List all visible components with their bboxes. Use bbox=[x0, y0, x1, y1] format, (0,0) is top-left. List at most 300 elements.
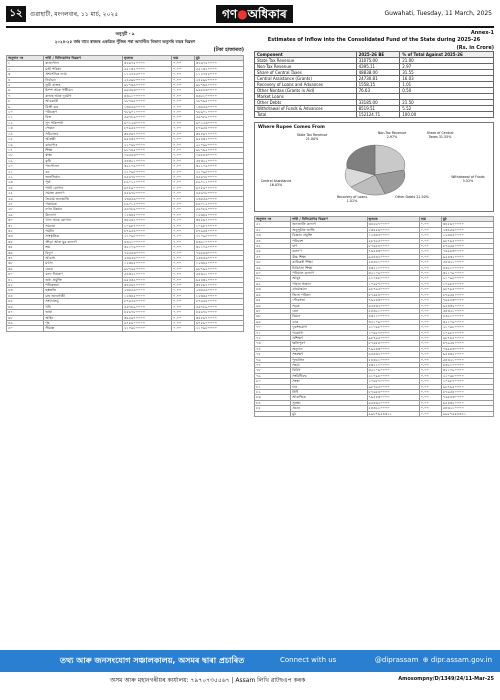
table-cell: ৩২১০৯০০০০ bbox=[367, 368, 419, 373]
table-cell: ০.০০ bbox=[172, 191, 195, 196]
table-cell: ১৯ bbox=[7, 158, 44, 163]
table-cell: ০.০০ bbox=[172, 283, 195, 288]
table-cell: ৮১ bbox=[255, 384, 291, 389]
table-cell: ৭৯ bbox=[255, 373, 291, 378]
table-cell: কাৰাগাৰ bbox=[44, 142, 123, 147]
table-cell: ৩৪৫৬৭০০০০ bbox=[367, 222, 419, 227]
table-cell: কল্যাণ bbox=[291, 249, 367, 254]
table-cell: ৬৫৪৩২০০০০ bbox=[441, 352, 493, 357]
table-cell: ০.০০ bbox=[172, 326, 195, 331]
date-left: গুৱাহাটী, মংগলবাৰ, ১১ মাৰ্চ, ২০২৫ bbox=[30, 11, 119, 18]
table-cell: ৮৭৬৫৪০০০০ bbox=[367, 292, 419, 297]
table-cell: ২১০৯৮০০০০ bbox=[123, 142, 172, 147]
table-cell: চিকিৎসা শিক্ষা bbox=[291, 265, 367, 270]
table-cell: ৫৪৩২১০০০০ bbox=[123, 272, 172, 277]
logo-part2: অধিকাৰ bbox=[247, 7, 287, 21]
table-cell: 21.50 bbox=[400, 100, 494, 106]
table-cell: ৮৭৬৫৪০০০০ bbox=[123, 299, 172, 304]
table-cell: ০.০০ bbox=[419, 368, 441, 373]
table-cell: অনুদান bbox=[291, 346, 367, 351]
table-cell: আকস্মিক bbox=[291, 395, 367, 400]
table-cell: ৩০ bbox=[7, 218, 44, 223]
table-cell: দূৰসংযোগ bbox=[291, 325, 367, 330]
table-cell: ৬৭৮৯০০০০০ bbox=[194, 320, 243, 325]
table-cell: ১০৯৮৭০০০০ bbox=[123, 223, 172, 228]
table-cell: পৰিয়াল কল্যাণ bbox=[291, 271, 367, 276]
footer-links bbox=[375, 656, 492, 664]
table-cell: ০.০০ bbox=[419, 244, 441, 249]
table-cell: ৩২ bbox=[7, 229, 44, 234]
table-cell: ০.০০ bbox=[172, 185, 195, 190]
table-cell: ৭০ bbox=[255, 325, 291, 330]
table-cell: সীমান্ত bbox=[44, 326, 123, 331]
table-cell: কাৰিকৰী শিক্ষা bbox=[291, 260, 367, 265]
annex-label-right: Annex-1 bbox=[470, 30, 494, 36]
table-cell: 152124.71 bbox=[356, 112, 400, 118]
table-cell: পানী যোগান bbox=[44, 185, 123, 190]
table-cell: ৮৯০১২০০০০ bbox=[194, 180, 243, 185]
pie-label-5: Recovery of Loans 1.01% bbox=[336, 195, 368, 203]
table-cell: পাহাৰ অঞ্চল bbox=[291, 281, 367, 286]
table-cell: ৮৭৬৫৪০০০০ bbox=[194, 126, 243, 131]
table-cell: ৮৭৬৫৪০০০০ bbox=[441, 244, 493, 249]
table-cell: 31075.00 bbox=[356, 58, 400, 64]
table-cell: ৪৩২১০০০০০ bbox=[367, 362, 419, 367]
table-cell: Share of Central Taxes bbox=[255, 70, 357, 76]
table-cell: ৪০ bbox=[7, 272, 44, 277]
table-cell: ৬ bbox=[7, 88, 44, 93]
table-cell: ১৭ bbox=[7, 147, 44, 152]
table-cell: ২৩৪৫৬০০০০ bbox=[441, 227, 493, 232]
table-cell: ৮৭৬৫৪০০০০ bbox=[441, 341, 493, 346]
table-cell: পৰিবেশ bbox=[291, 238, 367, 243]
table-cell: খাদ্য আৰু যোগান bbox=[44, 218, 123, 223]
table-cell: ০.০০ bbox=[419, 227, 441, 232]
table-cell: ২৩৪৫৬০০০০ bbox=[194, 256, 243, 261]
table-cell: বন্যা নিয়ন্ত্ৰণ bbox=[44, 272, 123, 277]
table-cell: ৫৪৩২১০০০০ bbox=[441, 308, 493, 313]
table-cell: ৩২১০৯০০০০ bbox=[441, 368, 493, 373]
table-cell: ৪ bbox=[7, 77, 44, 82]
column-header: 2025-26 BE bbox=[356, 52, 400, 58]
table-cell: সংৰক্ষণ bbox=[291, 352, 367, 357]
table-cell: ০.০০ bbox=[172, 142, 195, 147]
table-cell: ৬১ bbox=[255, 276, 291, 281]
table-cell: 5.52 bbox=[400, 106, 494, 112]
table-cell: ০.০০ bbox=[419, 395, 441, 400]
table-cell: ৯৮৭৬৫০০০০ bbox=[194, 147, 243, 152]
table-cell: ২ bbox=[7, 66, 44, 71]
table-cell: নগৰ উন্নয়ন bbox=[44, 207, 123, 212]
table-cell: ৪৩২১০০০০০ bbox=[441, 314, 493, 319]
table-cell: ৭৬৫৪৩০০০০ bbox=[194, 250, 243, 255]
table-cell: ৯৮৭৬৫০০০০ bbox=[123, 147, 172, 152]
table-cell: ০.০০ bbox=[172, 180, 195, 185]
table-cell: ৫৬৭৮৯০০০০ bbox=[123, 115, 172, 120]
table-cell: সমাজ কল্যাণ bbox=[44, 191, 123, 196]
table-cell: ২১০৯৮০০০০ bbox=[367, 325, 419, 330]
page-number: ১২ bbox=[6, 6, 26, 22]
table-cell: ২৮ bbox=[7, 207, 44, 212]
table-cell: State Tax Revenue bbox=[255, 58, 357, 64]
table-cell: ২৮৭৬৫০০০০ bbox=[194, 99, 243, 104]
table-cell: ৫১ bbox=[255, 222, 291, 227]
table-cell: ০.০০ bbox=[172, 104, 195, 109]
table-cell: ০.০০ bbox=[172, 72, 195, 77]
table-cell: ৮৩ bbox=[255, 395, 291, 400]
newspaper-logo bbox=[216, 5, 293, 23]
table-cell: ২১০৯৮০০০০ bbox=[441, 276, 493, 281]
table-cell: ৯৮৭৬৪০০০০ bbox=[194, 83, 243, 88]
table-cell: ০.০০ bbox=[419, 357, 441, 362]
column-header: মুঠ bbox=[194, 56, 243, 61]
table-cell: ২৩৪৫৬০০০০ bbox=[123, 288, 172, 293]
table-cell: ৫৪৩২১০০০০ bbox=[367, 357, 419, 362]
table-cell: ০.০০ bbox=[172, 234, 195, 239]
table-cell: ০.০০ bbox=[172, 147, 195, 152]
table-cell: ২৪৫৯৮০০০০ bbox=[123, 77, 172, 82]
table-cell: ৭২ bbox=[255, 335, 291, 340]
table-cell: মৎস্য bbox=[44, 261, 123, 266]
table-cell: ১৩৪৫৬০০০০ bbox=[194, 104, 243, 109]
table-cell: ০.০০ bbox=[172, 256, 195, 261]
table-cell: পেঞ্চন bbox=[44, 126, 123, 131]
social-handle[interactable]: @diprassam bbox=[374, 656, 419, 664]
table-cell: ২৯ bbox=[7, 212, 44, 217]
table-cell: ১১২৭৪৫০০০ bbox=[194, 72, 243, 77]
table-cell: ৮৭৬৫৪০০০০ bbox=[194, 299, 243, 304]
table-cell: ৫৭ bbox=[255, 254, 291, 259]
table-cell: ০.০০ bbox=[419, 335, 441, 340]
table-cell: শিক্ষা bbox=[44, 147, 123, 152]
table-cell: ২৩৪৫৬০০০০ bbox=[367, 227, 419, 232]
table-cell: ২১০৯৮০০০০ bbox=[441, 325, 493, 330]
table-cell: ১৩৪৫৬০০০০ bbox=[123, 104, 172, 109]
table-cell: ১ bbox=[7, 61, 44, 66]
right-grant-table bbox=[254, 216, 494, 417]
table-cell: ৮৭৬৫৪০০০০ bbox=[441, 292, 493, 297]
table-cell: ৪৫৬৭৮০০০০ bbox=[123, 174, 172, 179]
table-cell: ৮৫ bbox=[255, 406, 291, 411]
table-cell: খনি bbox=[44, 304, 123, 309]
table-cell: ২৩ bbox=[7, 180, 44, 185]
table-cell: ৮৪ bbox=[255, 400, 291, 405]
pie-label-6: Other Debts 21.50% bbox=[395, 195, 429, 199]
table-cell: ০.০০ bbox=[172, 115, 195, 120]
table-cell: ১২৩৪৫০০০০ bbox=[123, 293, 172, 298]
table-cell: ভূমি ৰাজহ bbox=[44, 83, 123, 88]
table-cell: ৯৮৭৬৫০০০০ bbox=[441, 384, 493, 389]
table-cell: ১০৯৮৭০০০০ bbox=[441, 281, 493, 286]
table-cell: ৭৬৫৪৩০০০০ bbox=[367, 395, 419, 400]
table-cell: ৫৩ bbox=[255, 233, 291, 238]
table-cell: ০.০০ bbox=[172, 110, 195, 115]
table-cell: ৪৩২১০০০০০ bbox=[194, 239, 243, 244]
table-cell: ঋণ bbox=[291, 244, 367, 249]
table-cell: পঞ্চায়ত bbox=[44, 201, 123, 206]
table-cell: ৫৪৩২১০০০০ bbox=[123, 158, 172, 163]
table-cell: ৬৫৪৩২০০০০ bbox=[441, 400, 493, 405]
table-cell: ২১০৯৮০০০০ bbox=[367, 373, 419, 378]
table-cell: ০.০০ bbox=[419, 390, 441, 395]
logo-part1: গণ bbox=[222, 7, 238, 21]
pie-label-3: Share of Central Taxes 31.55% bbox=[426, 131, 454, 139]
table-cell: ৫৪ bbox=[255, 238, 291, 243]
table-cell: জনজাতি কল্যাণ bbox=[291, 222, 367, 227]
table-cell: ২১ bbox=[7, 169, 44, 174]
table-cell: ৬৫৪৩২০০০০ bbox=[367, 400, 419, 405]
table-cell: ১০ bbox=[7, 110, 44, 115]
left-column bbox=[6, 30, 244, 332]
table-cell: ৫৪৩২১০০০০ bbox=[441, 260, 493, 265]
table-cell: ৭ bbox=[7, 93, 44, 98]
table-cell: ০.০০ bbox=[419, 325, 441, 330]
table-cell: ৫৬৭৮৯০০০০ bbox=[123, 304, 172, 309]
table-cell: ০.০০ bbox=[419, 346, 441, 351]
pie-label-2: Non-Tax Revenue 2.97% bbox=[377, 131, 407, 139]
table-cell: ০.০০ bbox=[172, 245, 195, 250]
table-cell: ২২ bbox=[7, 174, 44, 179]
table-cell: ৰাজহ আৰু দুৰ্যোগ bbox=[44, 93, 123, 98]
table-cell: ১৮ bbox=[7, 153, 44, 158]
table-cell: পুনৰ্বাসন bbox=[291, 357, 367, 362]
table-cell: ৬৭৮৯০০০০০ bbox=[123, 320, 172, 325]
table-cell: ৮৭৬৫৪০০০০ bbox=[367, 390, 419, 395]
table-cell: ৩২৬৭৫০০০০ bbox=[123, 61, 172, 66]
table-cell: আৰক্ষী bbox=[44, 137, 123, 142]
table-cell: প্ৰশাসনিক ন্যায় bbox=[44, 72, 123, 77]
left-table-title: ২০২৪-২৫ বৰ্ষৰ বাবে ৰাজ্যৰ একত্ৰিত পুঁজিৰ পৰা আবণ্টিত বিভাগ অনুসৰি ব্যয়ৰ বিৱৰণ bbox=[54, 39, 196, 44]
table-cell: ৩২১০৯০০০০ bbox=[367, 271, 419, 276]
table-cell: পূৰ্ত bbox=[44, 180, 123, 185]
table-cell: ১২৩৪৫০০০০ bbox=[123, 261, 172, 266]
table-cell: 0.50 bbox=[400, 88, 494, 94]
table-cell: ২১০৯৮০০০০ bbox=[367, 276, 419, 281]
table-cell: বিক্ৰী কৰ bbox=[44, 104, 123, 109]
table-cell: ৪৩২১০০০০০ bbox=[194, 93, 243, 98]
table-cell: ৯৯৮৭৬৫৪৩২১ bbox=[441, 411, 493, 416]
table-cell: ৬৫৪৩২০০০০ bbox=[194, 277, 243, 282]
table-cell: ০.০০ bbox=[172, 83, 195, 88]
table-cell: ০.০০ bbox=[419, 379, 441, 384]
table-cell: ৪১ bbox=[7, 277, 44, 282]
table-cell: ২৩৪৫৬০০০০ bbox=[194, 288, 243, 293]
table-cell: ০.০০ bbox=[172, 223, 195, 228]
table-cell: ৮৯০১২০০০০ bbox=[194, 201, 243, 206]
footer-note-bar bbox=[0, 673, 500, 685]
table-cell: ৬৫৪৩২০০০০ bbox=[441, 303, 493, 308]
table-cell: ৭৬৫৪৩০০০০ bbox=[367, 298, 419, 303]
table-cell: ৪৭ bbox=[7, 310, 44, 315]
table-cell: ৭৮৯০১০০০০ bbox=[123, 110, 172, 115]
table-cell: ৬০ bbox=[255, 271, 291, 276]
table-cell: ০.০০ bbox=[172, 304, 195, 309]
table-cell: ৬৭ bbox=[255, 308, 291, 313]
table-cell: ০.০০ bbox=[172, 164, 195, 169]
table-cell: ডাক bbox=[291, 319, 367, 324]
right-column bbox=[254, 30, 494, 417]
table-cell: ০.০০ bbox=[419, 254, 441, 259]
table-cell: ০.০০ bbox=[172, 93, 195, 98]
table-cell: ০.০০ bbox=[419, 265, 441, 270]
table-cell: ৩৪ bbox=[7, 239, 44, 244]
table-cell: ৫৪৩২১০০০০ bbox=[367, 406, 419, 411]
table-cell: ৩৪৫৬৭০০০০ bbox=[123, 218, 172, 223]
table-cell: ১০৯৮৭০০০০ bbox=[441, 379, 493, 384]
table-cell: আয়ুষ bbox=[291, 276, 367, 281]
table-cell: ৫৬৭৮৯০০০০ bbox=[123, 207, 172, 212]
table-cell: ০.০০ bbox=[172, 131, 195, 136]
table-cell: 31.55 bbox=[400, 70, 494, 76]
table-cell: ০.০০ bbox=[172, 88, 195, 93]
table-cell: ৰেল bbox=[291, 308, 367, 313]
table-cell: ০.০০ bbox=[419, 319, 441, 324]
table-cell: ০.০০ bbox=[419, 406, 441, 411]
table-cell: নিৰ্বাচন bbox=[44, 77, 123, 82]
table-cell: ষ্টাম্প আৰু পঞ্জীয়ন bbox=[44, 88, 123, 93]
table-cell: ৩৪৫৬৭০০০০ bbox=[123, 283, 172, 288]
table-cell: ১০৯৮৭০০০০ bbox=[194, 223, 243, 228]
table-cell: নিধি bbox=[291, 390, 367, 395]
table-cell: ৯ bbox=[7, 104, 44, 109]
table-cell: ০.০০ bbox=[172, 77, 195, 82]
table-cell: ৪৮ bbox=[7, 315, 44, 320]
table-cell: ০.০০ bbox=[172, 266, 195, 271]
globe-icon: ⊕ bbox=[422, 656, 429, 664]
estimates-unit: (Rs. in Crore) bbox=[456, 45, 494, 51]
column-header: ভৃত্যত bbox=[367, 217, 419, 222]
table-cell: ৫৬৭৮৯০০০০ bbox=[194, 304, 243, 309]
table-cell: ৩২১০৯০০০০ bbox=[194, 245, 243, 250]
website-link[interactable]: dipr.assam.gov.in bbox=[430, 656, 492, 664]
table-cell: ৬৩ bbox=[255, 287, 291, 292]
table-cell: ৭৬৫৪৩০০০০ bbox=[441, 249, 493, 254]
table-cell: ৪৫৬৭৮০০০০ bbox=[194, 310, 243, 315]
table-cell: ০.০০ bbox=[419, 281, 441, 286]
table-cell: 76.63 bbox=[356, 88, 400, 94]
table-cell: আবকাৰী bbox=[44, 99, 123, 104]
table-cell: ০.০০ bbox=[172, 153, 195, 158]
table-cell: Other Debts bbox=[255, 100, 357, 106]
table-cell: ১২৩৪৫০০০০ bbox=[441, 233, 493, 238]
table-cell: ২৩৪৫৬০০০০ bbox=[123, 256, 172, 261]
table-cell: ৮৭৬৫৪০০০০ bbox=[441, 390, 493, 395]
table-cell: ৯৯৮৭৬৫৪৩২১ bbox=[367, 411, 419, 416]
table-cell: গৱেষণা bbox=[291, 330, 367, 335]
table-cell: ৰেচম bbox=[44, 266, 123, 271]
table-cell: ১২৩৪৫০০০০ bbox=[367, 233, 419, 238]
table-cell: মন্ত্ৰী পৰিষদ bbox=[44, 66, 123, 71]
table-cell: বন bbox=[44, 169, 123, 174]
table-cell: পৌৰসভা bbox=[291, 298, 367, 303]
table-cell: তথ্য প্ৰযুক্তি bbox=[44, 277, 123, 282]
table-cell: ৬৬৫৪৩০০০০ bbox=[194, 88, 243, 93]
table-cell: ৫৬৭৮৯০০০০ bbox=[194, 115, 243, 120]
table-cell: ০.০০ bbox=[172, 99, 195, 104]
table-cell: ৭৫ bbox=[255, 352, 291, 357]
table-cell: ০.০০ bbox=[172, 293, 195, 298]
table-cell: ০.০০ bbox=[419, 384, 441, 389]
table-cell: ১০৯৮৭০০০০ bbox=[441, 330, 493, 335]
table-row bbox=[7, 326, 244, 331]
table-cell: ৬৫ bbox=[255, 298, 291, 303]
table-cell: ৩২৬৭৫০০০০ bbox=[194, 61, 243, 66]
table-cell: বিজ্ঞান প্ৰযুক্তি bbox=[291, 233, 367, 238]
table-cell: ০.০০ bbox=[172, 212, 195, 217]
table-cell: জলসিঞ্চন bbox=[44, 174, 123, 179]
table-cell: Total bbox=[255, 112, 357, 118]
left-grant-table bbox=[6, 55, 244, 332]
table-cell: 21.00 bbox=[400, 58, 494, 64]
table-cell: ৬৫৪৩২০০০০ bbox=[367, 352, 419, 357]
table-cell: ৪৫৬৭৮০০০০ bbox=[123, 191, 172, 196]
table-cell: ০.০০ bbox=[419, 341, 441, 346]
table-cell: ৭৩ bbox=[255, 341, 291, 346]
table-cell: ৭৮ bbox=[255, 368, 291, 373]
table-cell: ৬৯ bbox=[255, 319, 291, 324]
table-cell: ভৈয়াম জনজাতি bbox=[44, 196, 123, 201]
pie-title: Where Rupee Comes From bbox=[258, 125, 325, 130]
table-cell: ১২৩৪৫০০০০ bbox=[194, 261, 243, 266]
left-unit: (টকা হাজাৰত) bbox=[213, 47, 244, 53]
table-cell: ০.০০ bbox=[172, 169, 195, 174]
table-cell: শ্ৰম bbox=[44, 245, 123, 250]
table-cell: ৯৮৭৬৫০০০০ bbox=[367, 384, 419, 389]
table-cell: ০.০০ bbox=[172, 158, 195, 163]
table-cell: ৩২১০৯০০০০ bbox=[123, 245, 172, 250]
table-cell: ৩২১০৯০০০০ bbox=[441, 319, 493, 324]
table-cell: ৩৪৫৬৭০০০০ bbox=[194, 131, 243, 136]
table-cell: ভাষা bbox=[44, 310, 123, 315]
table-cell: ৭৬৫৪৩০০০০ bbox=[367, 249, 419, 254]
table-cell: ৯৮৭৬৫০০০০ bbox=[441, 287, 493, 292]
table-cell: বিত্ত bbox=[44, 115, 123, 120]
estimates-table bbox=[254, 51, 494, 118]
table-cell: Recovery of Loans and Advances bbox=[255, 82, 357, 88]
table-cell: ০.০০ bbox=[172, 299, 195, 304]
column-header: ব্যয় bbox=[419, 217, 441, 222]
table-cell: 100.00 bbox=[400, 112, 494, 118]
table-cell: হস্ততাঁত bbox=[44, 288, 123, 293]
table-cell: ০.০০ bbox=[172, 320, 195, 325]
table-cell: ৬৪ bbox=[255, 292, 291, 297]
annex-label-left: অনুসূচী - ৯ bbox=[115, 31, 135, 36]
table-cell: 8519.51 bbox=[356, 106, 400, 112]
table-cell: সড়ক bbox=[291, 303, 367, 308]
table-cell: ২৩৪৫৬০০০০ bbox=[123, 196, 172, 201]
table-cell: ক্ষতিপূৰণ bbox=[291, 341, 367, 346]
table-cell: Other Nontax (Grants in Aid) bbox=[255, 88, 357, 94]
table-cell: ৪৩২১০০০০০ bbox=[441, 362, 493, 367]
table-cell: ৮৭৬৫৪০০০০ bbox=[123, 126, 172, 131]
table-cell: ৭৬৫৪৩০০০০ bbox=[123, 153, 172, 158]
table-cell: ৩২১০৯০০০০ bbox=[194, 164, 243, 169]
table-cell: ৫২ bbox=[255, 227, 291, 232]
table-cell: ১২৩৪৫০০০০ bbox=[194, 212, 243, 217]
column-header: ভৃত্যত bbox=[123, 56, 172, 61]
table-cell: ৭৬৫৪৩০০০০ bbox=[194, 153, 243, 158]
table-cell: ৪৫৬৭৮০০০০ bbox=[123, 310, 172, 315]
table-cell: ৫৫১৩২০০০০ bbox=[123, 66, 172, 71]
table-cell: ৬৫৪৩২০০০০ bbox=[123, 277, 172, 282]
table-cell: ২১০৯৮০০০০ bbox=[123, 169, 172, 174]
table-cell: ৫৮ bbox=[255, 260, 291, 265]
table-cell: ০.০০ bbox=[172, 66, 195, 71]
table-cell: প্ৰচাৰ bbox=[291, 406, 367, 411]
table-cell: ১০৯৮৭০০০০ bbox=[367, 379, 419, 384]
table-cell: ২৮৭৬৫০০০০ bbox=[123, 99, 172, 104]
table-cell: ০.০০ bbox=[419, 298, 441, 303]
